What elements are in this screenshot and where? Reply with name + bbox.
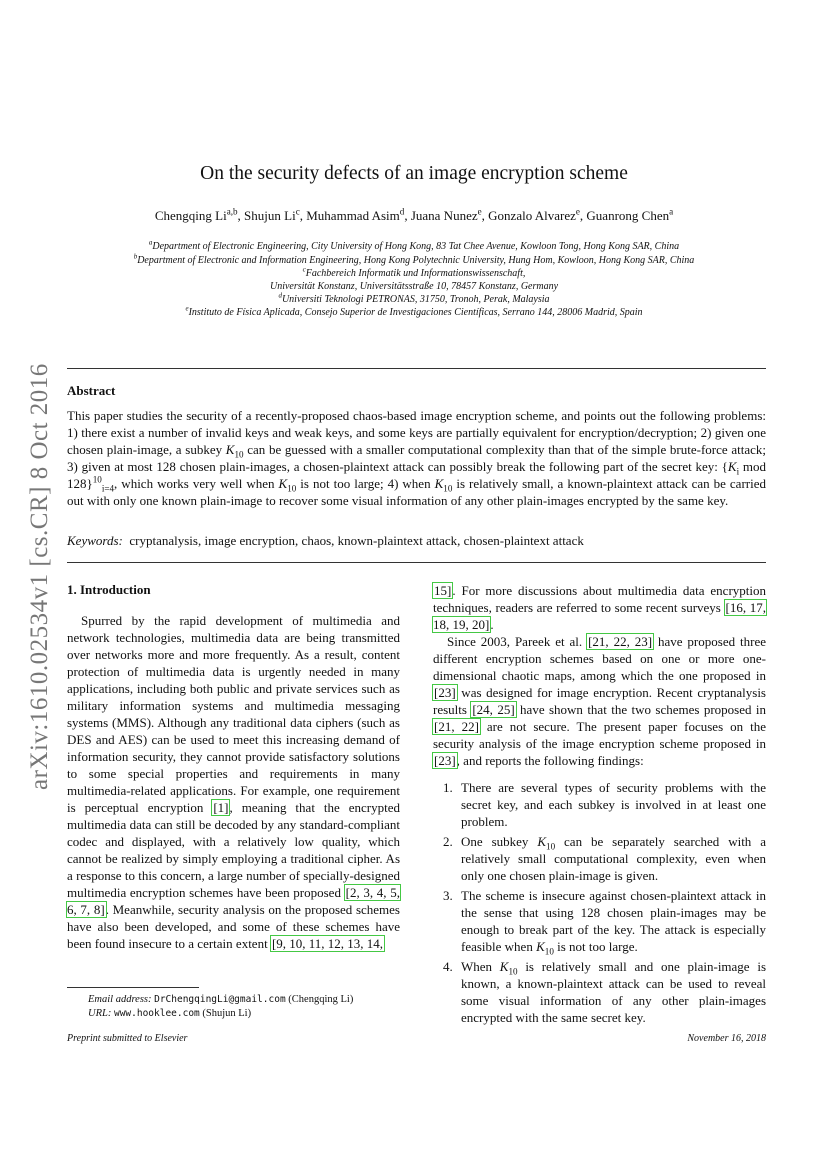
math-symbol: K [434, 476, 444, 491]
math-subscript: i [736, 466, 740, 477]
author-affil-mark: a [669, 206, 674, 217]
affiliation-line [0, 267, 828, 281]
math-symbol: K [225, 442, 235, 457]
affiliation-text: Universität Konstanz, Universitätsstraße 10, 78457 Konstanz, Germany [269, 281, 559, 292]
abstract-text: is not too large; 4) when [296, 476, 435, 491]
affiliation-text: Department of Electronic Engineering, City University of Hong Kong, 83 Tat Chee Avenue, Kowloon Tong, Hong Kong SAR, China [152, 241, 680, 252]
affiliation-line [0, 293, 828, 307]
affiliation-text: Universiti Teknologi PETRONAS, 31750, Tronoh, Perak, Malaysia [281, 294, 550, 305]
abstract-heading: Abstract [67, 383, 116, 398]
author-affil-mark: e [575, 206, 580, 217]
math-symbol: K [536, 939, 545, 954]
author-list: Chengqing Li$^{a,b}$, Shujun Li$^c$, Muhammad Asim$^d$, Juana Nunez$^e$, Gonzalo Alvarez$^e$, Guanrong Chen$^a$ [154, 206, 674, 223]
list-item [433, 887, 766, 955]
citation-link[interactable]: [1] [213, 800, 229, 815]
paper-title: On the security defects of an image encryption scheme [200, 163, 628, 184]
affiliation-line [0, 280, 828, 294]
affiliation-mark: e [185, 304, 189, 313]
math-symbol: K [537, 834, 547, 849]
footnote-url-line [88, 1007, 353, 1021]
section-heading: 1. Introduction [67, 582, 151, 597]
list-text: can be separately searched with a relatively small computational complexity, even when only one chosen plain-image is given. [461, 834, 766, 883]
citation-link[interactable]: [21, 22] [434, 719, 479, 734]
citation-link[interactable]: [9, 10, 11, 12, 13, 14, [271, 936, 384, 951]
body-text: . Meanwhile, security analysis on the proposed schemes have also been developed, and some of these schemes have been found insecure to a certain extent [67, 902, 400, 951]
list-text: There are several types of security problems with the secret key, and each subkey is involved in at least one problem. [461, 780, 766, 829]
citation-link[interactable]: [21, 22, 23] [588, 634, 653, 649]
arxiv-sidebar-stamp: arXiv:1610.02534v1 [cs.CR] 8 Oct 2016 [26, 363, 53, 790]
list-number: 1. [443, 780, 453, 795]
keywords-text: cryptanalysis, image encryption, chaos, known-plaintext attack, chosen-plaintext attack [129, 533, 584, 548]
author-name: Guanrong Chen [586, 208, 670, 223]
left-column [67, 612, 400, 952]
list-text: is not too large. [557, 939, 638, 954]
footnote-rule [67, 987, 199, 988]
citation-link[interactable]: [24, 25] [472, 702, 515, 717]
list-item [433, 833, 766, 884]
abstract-text: can be guessed with a smaller computational complexity than that of the simple brute-force attack; 3) given at most 128 chosen plain-images, a chosen-plaintext attack can possibly break the following part of the secret key: { [67, 442, 766, 474]
list-item [433, 958, 766, 1026]
abstract-text: , which works very well when [114, 476, 279, 491]
intro-paragraph [67, 612, 400, 952]
intro-paragraph: 15]. For more discussions about multimedia data encryption techniques, readers are referred to some recent surveys [16, 17, 18, 19, 20]. [433, 583, 766, 632]
affiliation-text: Fachbereich Informatik und Informationswissenschaft, [305, 268, 526, 279]
keywords-label: Keywords: [67, 533, 123, 548]
body-text: Since 2003, Pareek et al. [447, 634, 588, 649]
url-link[interactable]: www.hooklee.com [113, 1008, 200, 1019]
body-text: have proposed three different encryption schemes based on one or more one-dimensional chaotic maps, among which the one proposed in [433, 634, 766, 683]
author-name: Chengqing Li [154, 208, 227, 223]
list-number: 2. [443, 834, 453, 849]
math-superscript: 10 [92, 474, 102, 485]
citation-link[interactable]: [2, 3, 4, 5, 6, 7, 8] [67, 885, 400, 917]
findings-list [433, 779, 766, 1026]
math-subscript: 10 [287, 483, 297, 494]
citation-link[interactable]: 15] [434, 583, 452, 598]
abstract-text: is relatively small, a known-plaintext attack can be carried out with only one known plain-image to recover some visual information of any other plain-images encrypted by the same key. [67, 476, 766, 508]
math-symbol: K [278, 476, 288, 491]
right-column [433, 582, 766, 1029]
body-text: , and reports the following findings: [456, 753, 644, 768]
citation-link[interactable]: [23] [434, 753, 456, 768]
list-number: 4. [443, 959, 453, 974]
author-name: Gonzalo Alvarez [488, 208, 576, 223]
body-text: Spurred by the rapid development of multimedia and network technologies, multimedia data are being transmitted over networks more and more frequently. As a result, content protection of multimedia data is urgently needed in many applications, including both public and private services such as military information systems and multimedia messaging systems (MMS). Although any traditional data ciphers (such as DES and AES) can be used to meet this increasing demand of information security, they cannot provide satisfactory solutions to some special properties and requirements in many multimedia-related applications. For example, one requirement is perceptual encryption [67, 613, 400, 815]
list-item [433, 779, 766, 830]
body-text: are not secure. The present paper focuses on the security analysis of the image encryption scheme proposed in [433, 719, 766, 751]
body-text: . For more discussions about multimedia data encryption techniques, readers are referred to some recent surveys [433, 583, 766, 615]
list-text: When [461, 959, 493, 974]
affiliation-mark: a [148, 238, 153, 247]
email-link[interactable]: DrChengqingLi@gmail.com [154, 994, 286, 1005]
affiliation-mark: c [302, 265, 306, 274]
list-text: is relatively small and one plain-image is known, a known-plaintext attack can be used to reveal some visual information of any other plain-images encrypted with the same secret key. [461, 959, 766, 1025]
author-name: Shujun Li [244, 208, 296, 223]
math-symbol: K [499, 959, 509, 974]
body-text: was designed for image encryption. Recent cryptanalysis results [433, 685, 766, 717]
footer-preprint-note: Preprint submitted to Elsevier [67, 1033, 188, 1044]
affiliation-mark: b [133, 252, 138, 261]
body-text: , meaning that the encrypted multimedia data can still be decoded by any standard-compliant codec and displayed, with a relatively low quality, which cannot be realized by simply employing a traditional cipher. As a response to this concern, a large number of specially-designed multimedia encryption schemes have been proposed [67, 800, 400, 900]
author-name: Juana Nunez [410, 208, 478, 223]
author-affil-mark: a,b [226, 206, 238, 217]
footnote-owner: (Shujun Li) [202, 1008, 252, 1019]
math-subscript: 10 [443, 483, 453, 494]
affiliation-line [0, 306, 828, 320]
list-text: The scheme is insecure against chosen-plaintext attack in the sense that using 128 chosen plain-images may be enough to break part of the key. The attack is especially feasible when [461, 888, 766, 954]
abstract-top-rule [67, 368, 766, 369]
footnote-owner: (Chengqing Li) [288, 994, 354, 1005]
author-name: Muhammad Asim [306, 208, 400, 223]
affiliation-mark: d [278, 291, 282, 300]
list-text: One subkey [461, 834, 529, 849]
abstract-bottom-rule [67, 562, 766, 563]
math-subscript: 10 [508, 966, 518, 977]
list-number: 3. [443, 888, 453, 903]
math-subscript: 10 [544, 946, 554, 957]
author-affil-mark: d [399, 206, 405, 217]
citation-link[interactable]: [16, 17, 18, 19, 20] [433, 600, 766, 632]
keywords-line [67, 533, 766, 549]
abstract-text: mod 128} [67, 459, 766, 491]
footnote-label: URL: [88, 1008, 112, 1019]
footer-date: November 16, 2018 [687, 1033, 766, 1044]
affiliation-line [0, 254, 828, 268]
intro-paragraph [433, 633, 766, 769]
affiliation-line [0, 240, 828, 254]
author-affil-mark: c [295, 206, 300, 217]
math-symbol: K [727, 459, 737, 474]
abstract-body [67, 407, 766, 509]
body-text: have shown that the two schemes proposed in [515, 702, 766, 717]
author-affil-mark: e [477, 206, 482, 217]
citation-link[interactable]: [23] [434, 685, 456, 700]
footnote-email-line [88, 993, 353, 1007]
math-subscript: 10 [234, 449, 244, 460]
math-subscript: 10 [546, 841, 556, 852]
affiliation-text: Instituto de Física Aplicada, Consejo Superior de Investigaciones Científicas, Serrano 144, 28006 Madrid, Spain [188, 307, 643, 318]
abstract-text: This paper studies the security of a recently-proposed chaos-based image encryption scheme, and points out the following problems: 1) there exist a number of invalid keys and weak keys, and some keys are partially equivalent for encryption/decryption; 2) given one chosen plain-image, a subkey [67, 408, 766, 457]
math-subscript: i=4 [101, 483, 115, 494]
footnote [88, 993, 353, 1021]
footnote-label: Email address: [88, 994, 152, 1005]
affiliation-text: Department of Electronic and Information Engineering, Hong Kong Polytechnic University, Hung Hom, Kowloon, Hong Kong SAR, China [137, 255, 695, 266]
